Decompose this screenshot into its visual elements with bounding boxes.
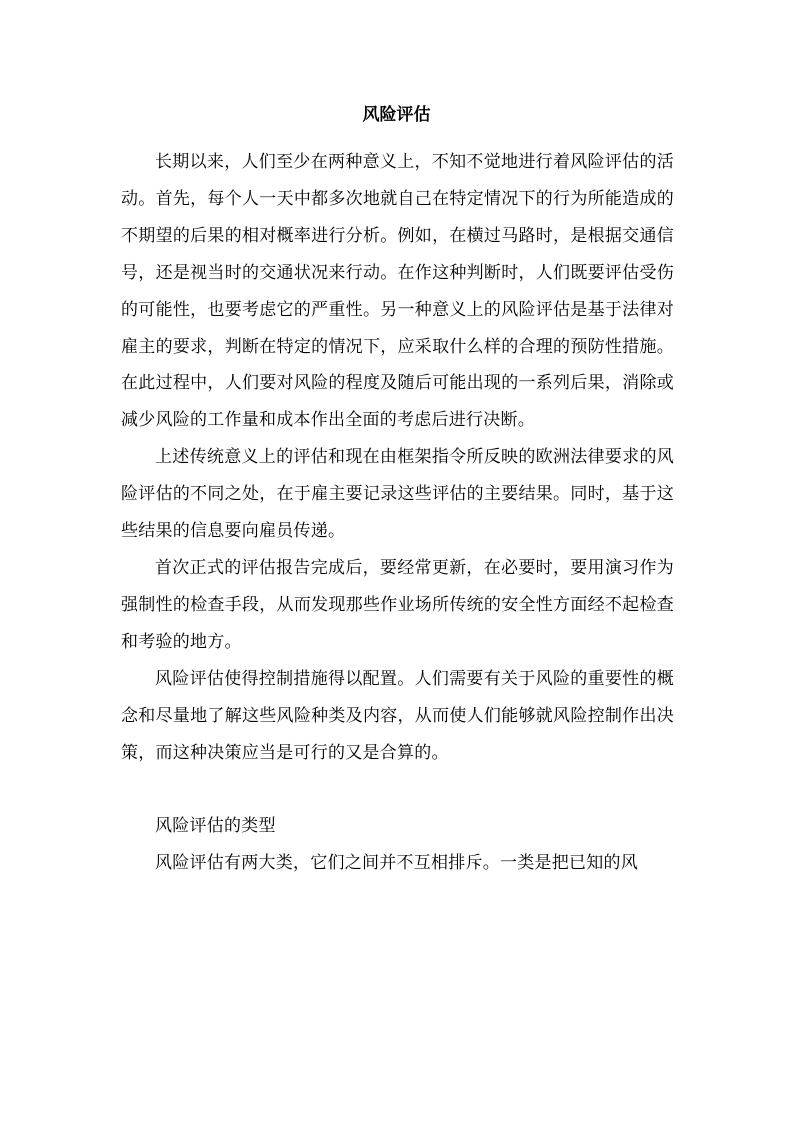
paragraph-report-update: 首次正式的评估报告完成后，要经常更新，在必要时，要用演习作为强制性的检查手段，从而发现那些作业场所传统的安全性方面经不起检查和考验的地方。 [121, 557, 674, 652]
section-heading-types: 风险评估的类型 [155, 816, 276, 837]
paragraph-types-intro: 风险评估有两大类，它们之间并不互相排斥。一类是把已知的风 [155, 853, 638, 874]
paragraph-legal-difference: 上述传统意义上的评估和现在由框架指令所反映的欧洲法律要求的风险评估的不同之处，在于雇主要记录这些评估的主要结果。同时，基于这些结果的信息要向雇员传递。 [121, 447, 674, 542]
document-title: 风险评估 [362, 105, 431, 125]
document-body [121, 144, 674, 882]
paragraph-control-measures: 风险评估使得控制措施得以配置。人们需要有关于风险的重要性的概念和尽量地了解这些风险种类及内容，从而使人们能够就风险控制作出决策，而这种决策应当是可行的又是合算的。 [121, 668, 674, 763]
paragraph-intro: 长期以来，人们至少在两种意义上，不知不觉地进行着风险评估的活动。首先，每个人一天中都多次地就自己在特定情况下的行为所能造成的不期望的后果的相对概率进行分析。例如，在横过马路时，是根据交通信号，还是视当时的交通状况来行动。在作这种判断时，人们既要评估受伤的可能性，也要考虑它的严重性。另一种意义上的风险评估是基于法律对雇主的要求，判断在特定的情况下，应采取什么样的合理的预防性措施。在此过程中，人们要对风险的程度及随后可能出现的一系列后果，消除或减少风险的工作量和成本作出全面的考虑后进行决断。 [121, 152, 674, 431]
